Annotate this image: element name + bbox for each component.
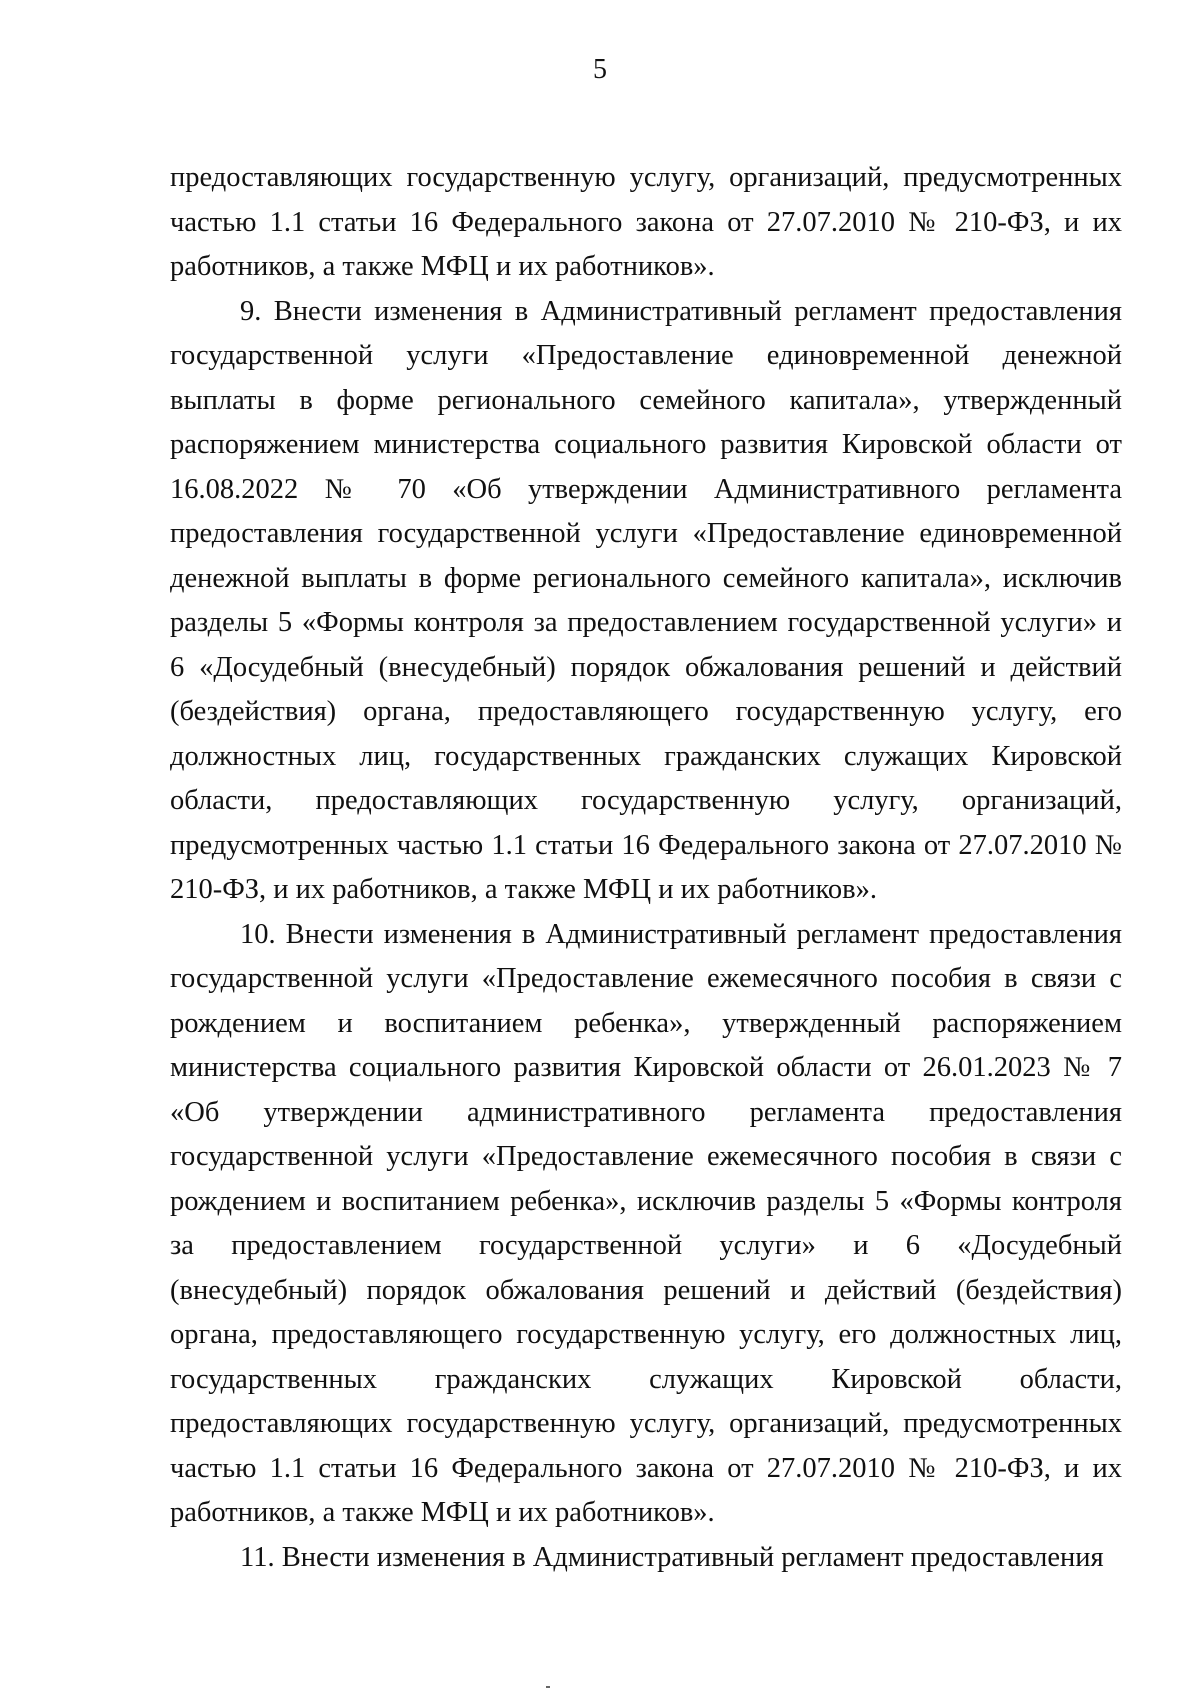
paragraph-item-11: 11. Внести изменения в Административный регламент предоставления — [240, 1541, 1104, 1573]
page-number: 5 — [593, 54, 607, 85]
paragraph-item-10: 10. Внести изменения в Административный регламент предоставления государственной услуги «Предоставление ежемесячного пособия в связи с рождением и воспитанием ребенка», утвержденный распоряжением министерства социального развития Кировской области от 26.01.2023 № 7 «Об утверждении административного регламента предоставления государственной услуги «Предоставление ежемесячного пособия в связи с рождением и воспитанием ребенка», исключив разделы 5 «Формы контроля за предоставлением государственной услуги» и 6 «Досудебный (внесудебный) порядок обжалования решений и действий (бездействия) органа, предоставляющего государственную услугу, его должностных лиц, государственных гражданских служащих Кировской области, предоставляющих государственную услугу, организаций, предусмотренных частью 1.1 статьи 16 Федерального закона от 27.07.2010 № 210-ФЗ, и их работников, а также МФЦ и их работников». — [170, 918, 1122, 1528]
scan-artifact-dot — [546, 1686, 550, 1688]
paragraph-item-9: 9. Внести изменения в Административный регламент предоставления государственной услуги «Предоставление единовременной денежной выплаты в форме регионального семейного капитала», утвержденный распоряжением министерства социального развития Кировской области от 16.08.2022 № 70 «Об утверждении Административного регламента предоставления государственной услуги «Предоставление единовременной денежной выплаты в форме регионального семейного капитала», исключив разделы 5 «Формы контроля за предоставлением государственной услуги» и 6 «Досудебный (внесудебный) порядок обжалования решений и действий (бездействия) органа, предоставляющего государственную услугу, его должностных лиц, государственных гражданских служащих Кировской области, предоставляющих государственную услугу, организаций, предусмотренных частью 1.1 статьи 16 Федерального закона от 27.07.2010 № 210-ФЗ, и их работников, а также МФЦ и их работников». — [170, 295, 1122, 905]
paragraph-continued-from-previous-page: предоставляющих государственную услугу, организаций, предусмотренных частью 1.1 статьи 16 Федерального закона от 27.07.2010 № 210-ФЗ, и их работников, а также МФЦ и их работников». — [170, 162, 1122, 282]
document-body — [170, 156, 1122, 1580]
